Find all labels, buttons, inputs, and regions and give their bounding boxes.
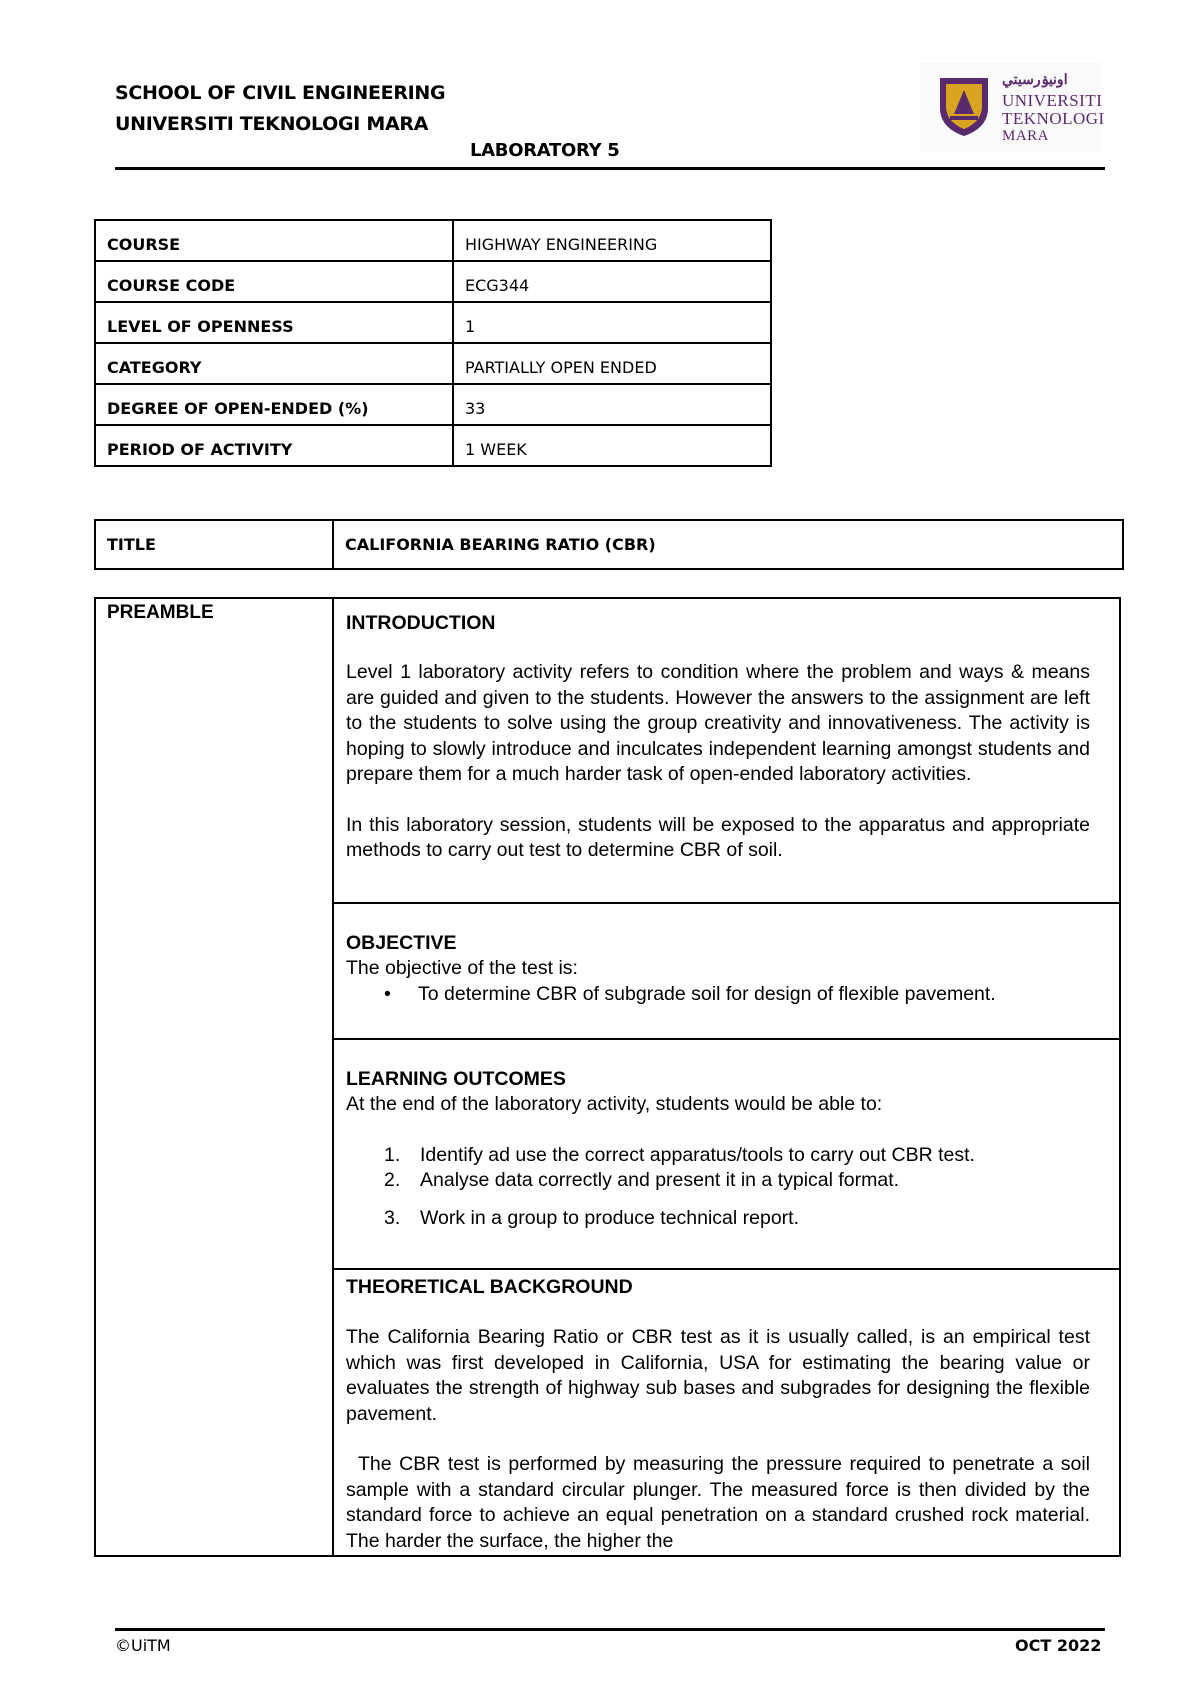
list-number: 2. xyxy=(384,1169,401,1191)
school-name: SCHOOL OF CIVIL ENGINEERING xyxy=(115,82,446,104)
info-value: 33 xyxy=(453,384,771,425)
info-value: ECG344 xyxy=(453,261,771,302)
info-key: COURSE CODE xyxy=(95,261,453,302)
table-row xyxy=(95,343,771,384)
list-text: Identify ad use the correct apparatus/tools to carry out CBR test. xyxy=(420,1143,975,1166)
bullet-icon: • xyxy=(384,982,391,1005)
preamble-box xyxy=(94,597,1121,1557)
logo-line-1: UNIVERSITI xyxy=(1002,91,1103,110)
theory-heading: THEORETICAL BACKGROUND xyxy=(346,1276,633,1298)
preamble-label: PREAMBLE xyxy=(107,602,214,623)
objective-section xyxy=(334,904,1121,1040)
course-info-table xyxy=(94,219,772,467)
info-key: COURSE xyxy=(95,220,453,261)
learning-outcomes-section xyxy=(334,1040,1121,1270)
school-header xyxy=(115,78,445,140)
info-key: CATEGORY xyxy=(95,343,453,384)
info-value: HIGHWAY ENGINEERING xyxy=(453,220,771,261)
objective-lead: The objective of the test is: xyxy=(346,957,578,979)
table-row xyxy=(95,384,771,425)
title-table xyxy=(94,519,1124,570)
theory-paragraph-2: The CBR test is performed by measuring the pressure required to penetrate a soil sample with a standard circular plunger. The measured force is then divided by the standard force to achieve an equal penetration on a standard crushed rock material. The harder the surface, the higher the xyxy=(346,1453,1090,1552)
theory-paragraph-1: The California Bearing Ratio or CBR test as it is usually called, is an empirical test which was first developed in California, USA for estimating the bearing value or evaluates the strength of highway sub bases and subgrades for designing the flexible pavement. xyxy=(346,1326,1090,1425)
list-text: Analyse data correctly and present it in a typical format. xyxy=(420,1169,900,1191)
info-key: DEGREE OF OPEN-ENDED (%) xyxy=(95,384,453,425)
table-row xyxy=(95,220,771,261)
objective-bullet-item xyxy=(346,982,1090,1008)
list-number: 1. xyxy=(384,1143,401,1166)
list-item xyxy=(346,1206,1090,1232)
logo-jawi-text: اونيۏرسيتي xyxy=(1002,72,1068,88)
info-value: 1 WEEK xyxy=(453,425,771,466)
learning-outcomes-heading: LEARNING OUTCOMES xyxy=(346,1068,566,1090)
uitm-crest-icon xyxy=(936,74,992,138)
introduction-heading: INTRODUCTION xyxy=(346,612,496,634)
footer-date: OCT 2022 xyxy=(1015,1636,1102,1655)
title-value: CALIFORNIA BEARING RATIO (CBR) xyxy=(333,520,1123,569)
list-number: 3. xyxy=(384,1206,401,1229)
logo-line-3: MARA xyxy=(1002,128,1050,144)
list-item xyxy=(346,1168,1090,1194)
university-name: UNIVERSITI TEKNOLOGI MARA xyxy=(115,113,429,135)
objective-heading: OBJECTIVE xyxy=(346,932,457,954)
table-row xyxy=(95,425,771,466)
info-key: PERIOD OF ACTIVITY xyxy=(95,425,453,466)
lab-title: LABORATORY 5 xyxy=(470,140,620,161)
header-rule xyxy=(115,167,1105,170)
info-key: LEVEL OF OPENNESS xyxy=(95,302,453,343)
objective-bullet-text: To determine CBR of subgrade soil for design of flexible pavement. xyxy=(418,982,996,1005)
list-text: Work in a group to produce technical report. xyxy=(420,1206,800,1229)
table-row xyxy=(95,302,771,343)
footer-rule xyxy=(115,1628,1105,1631)
info-value: PARTIALLY OPEN ENDED xyxy=(453,343,771,384)
learning-outcomes-lead: At the end of the laboratory activity, students would be able to: xyxy=(346,1093,883,1115)
introduction-section xyxy=(334,599,1121,904)
uitm-logo xyxy=(920,62,1105,152)
list-item xyxy=(346,1143,1090,1169)
introduction-paragraph-1: Level 1 laboratory activity refers to condition where the problem and ways & means are guided and given to the students. However the answers to the assignment are left to the students to solve using the group creativity and innovativeness. The activity is hoping to slowly introduce and inculcates independent learning amongst students and prepare them for a much harder task of open-ended laboratory activities. xyxy=(346,661,1090,785)
introduction-paragraph-2: In this laboratory session, students will be exposed to the apparatus and appropriate methods to carry out test to determine CBR of soil. xyxy=(346,813,1090,861)
info-value: 1 xyxy=(453,302,771,343)
theoretical-background-section xyxy=(334,1270,1121,1555)
logo-line-2: TEKNOLOGI xyxy=(1002,109,1105,128)
table-row xyxy=(95,520,1123,569)
footer-copyright: ©UiTM xyxy=(115,1636,171,1655)
preamble-label-column xyxy=(96,599,334,1555)
title-key: TITLE xyxy=(95,520,333,569)
table-row xyxy=(95,261,771,302)
